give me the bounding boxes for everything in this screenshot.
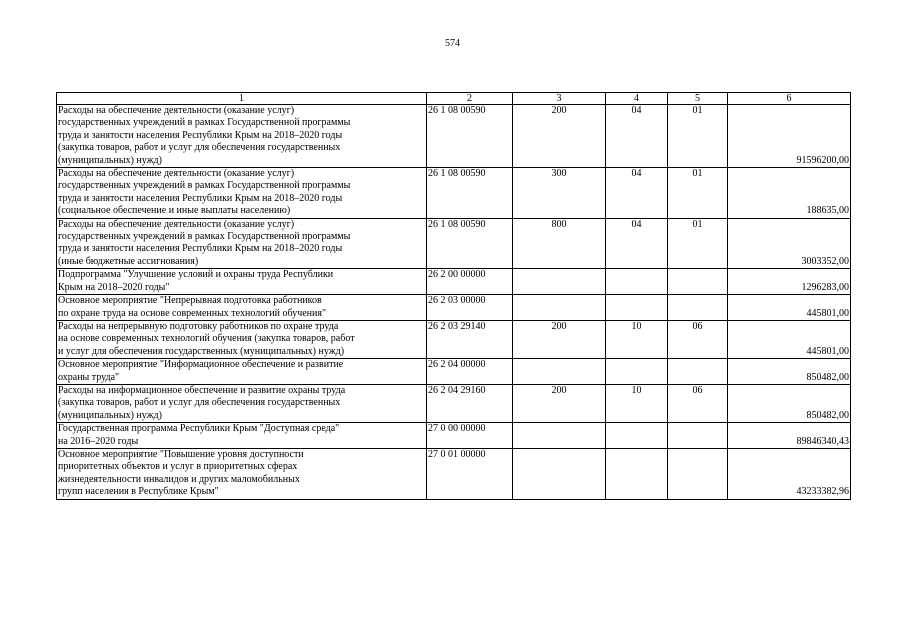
header-cell: 1 [57,93,427,105]
amount-cell: 850482,00 [728,384,851,422]
expense-type-cell [513,448,606,499]
expense-type-cell: 200 [513,384,606,422]
amount-cell: 43233382,96 [728,448,851,499]
table-row [57,384,851,422]
section-cell [606,423,668,449]
amount-cell: 91596200,00 [728,105,851,168]
amount-cell: 188635,00 [728,168,851,219]
subsection-cell: 06 [668,320,728,358]
row-name-cell: Основное мероприятие "Непрерывная подготовка работников по охране труда на основе современных технологий обучения" [57,295,427,321]
subsection-cell [668,295,728,321]
amount-cell: 445801,00 [728,295,851,321]
subsection-cell: 01 [668,218,728,269]
amount-cell: 445801,00 [728,320,851,358]
expense-type-cell [513,269,606,295]
amount-cell: 89846340,43 [728,423,851,449]
header-cell: 6 [728,93,851,105]
section-cell: 10 [606,320,668,358]
section-cell: 04 [606,218,668,269]
expense-type-cell: 200 [513,320,606,358]
row-name-cell: Расходы на обеспечение деятельности (оказание услуг) государственных учреждений в рамках Государственной программы труда и занятости населения Республики Крым на 2018–2020 годы (социальное обеспечение и иные выплаты населению) [57,168,427,219]
target-article-cell: 26 2 00 00000 [427,269,513,295]
table-row [57,269,851,295]
expense-type-cell [513,295,606,321]
table-row [57,448,851,499]
subsection-cell [668,359,728,385]
table-header-row [57,93,851,105]
subsection-cell [668,269,728,295]
section-cell [606,359,668,385]
subsection-cell: 01 [668,168,728,219]
subsection-cell [668,448,728,499]
row-name-cell: Расходы на информационное обеспечение и развитие охраны труда (закупка товаров, работ и услуг для обеспечения государственных (муниципальных) нужд) [57,384,427,422]
expense-type-cell: 800 [513,218,606,269]
target-article-cell: 26 1 08 00590 [427,168,513,219]
header-cell: 5 [668,93,728,105]
section-cell [606,448,668,499]
header-cell: 2 [427,93,513,105]
subsection-cell: 01 [668,105,728,168]
section-cell [606,269,668,295]
row-name-cell: Основное мероприятие "Информационное обеспечение и развитие охраны труда" [57,359,427,385]
target-article-cell: 27 0 01 00000 [427,448,513,499]
header-cell: 3 [513,93,606,105]
section-cell [606,295,668,321]
header-cell: 4 [606,93,668,105]
target-article-cell: 26 2 03 29140 [427,320,513,358]
section-cell: 04 [606,168,668,219]
subsection-cell: 06 [668,384,728,422]
target-article-cell: 26 1 08 00590 [427,218,513,269]
row-name-cell: Расходы на непрерывную подготовку работников по охране труда на основе современных технологий обучения (закупка товаров, работ и услуг для обеспечения государственных (муниципальных) нужд) [57,320,427,358]
subsection-cell [668,423,728,449]
table-row [57,218,851,269]
target-article-cell: 26 2 03 00000 [427,295,513,321]
target-article-cell: 27 0 00 00000 [427,423,513,449]
budget-table [56,92,851,500]
row-name-cell: Подпрограмма "Улучшение условий и охраны труда Республики Крым на 2018–2020 годы" [57,269,427,295]
table-row [57,295,851,321]
amount-cell: 3003352,00 [728,218,851,269]
expense-type-cell [513,359,606,385]
budget-table-body [57,93,851,500]
amount-cell: 1296283,00 [728,269,851,295]
row-name-cell: Расходы на обеспечение деятельности (оказание услуг) государственных учреждений в рамках Государственной программы труда и занятости населения Республики Крым на 2018–2020 годы (закупка товаров, работ и услуг для обеспечения государственных (муниципальных) нужд) [57,105,427,168]
target-article-cell: 26 1 08 00590 [427,105,513,168]
table-row [57,359,851,385]
expense-type-cell: 300 [513,168,606,219]
page-number: 574 [445,38,460,49]
target-article-cell: 26 2 04 00000 [427,359,513,385]
table-row [57,423,851,449]
expense-type-cell: 200 [513,105,606,168]
target-article-cell: 26 2 04 29160 [427,384,513,422]
amount-cell: 850482,00 [728,359,851,385]
table-row [57,105,851,168]
row-name-cell: Основное мероприятие "Повышение уровня доступности приоритетных объектов и услуг в приоритетных сферах жизнедеятельности инвалидов и других маломобильных групп населения в Республике Крым" [57,448,427,499]
row-name-cell: Расходы на обеспечение деятельности (оказание услуг) государственных учреждений в рамках Государственной программы труда и занятости населения Республики Крым на 2018–2020 годы (иные бюджетные ассигнования) [57,218,427,269]
section-cell: 10 [606,384,668,422]
expense-type-cell [513,423,606,449]
table-row [57,320,851,358]
table-row [57,168,851,219]
section-cell: 04 [606,105,668,168]
row-name-cell: Государственная программа Республики Крым "Доступная среда" на 2016–2020 годы [57,423,427,449]
